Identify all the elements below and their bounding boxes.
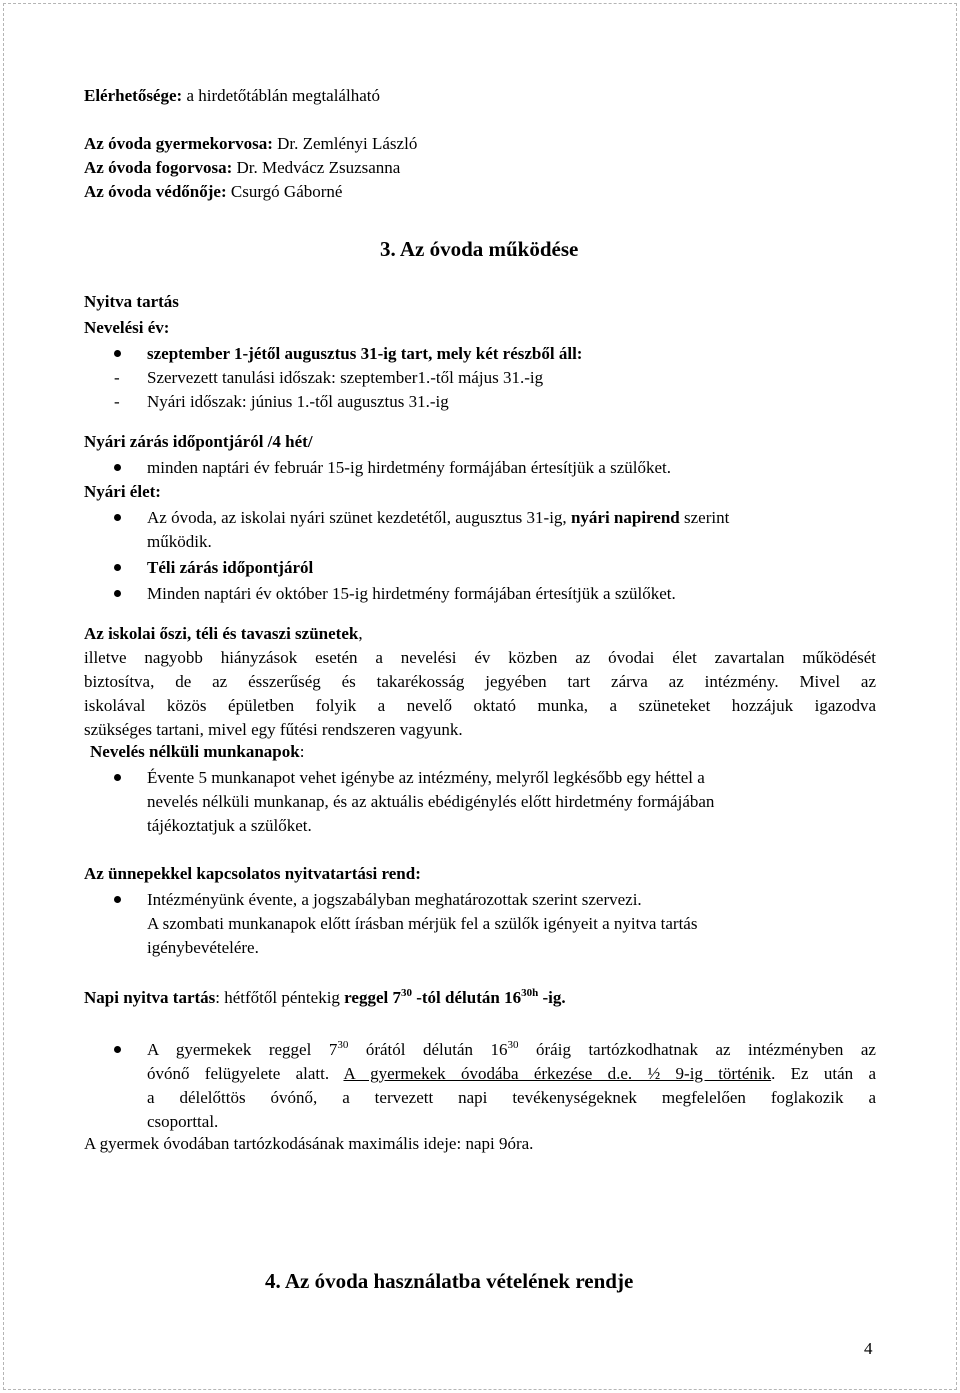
school-break-paragraph-line: iskolával közös épületben folyik a nevelő oktató munka, a szüneteket hozzájuk igazodva [84, 696, 876, 715]
non-teaching-label: Nevelés nélküli munkanapok [90, 742, 300, 761]
nurse-value: Csurgó Gáborné [226, 182, 343, 201]
daily-hours-from: -tól délután 16 [411, 988, 522, 1007]
non-teaching-heading [90, 742, 304, 762]
non-teaching-text: nevelés nélküli munkanap, és az aktuális ebédigénylés előtt hirdetmény formájában [147, 792, 715, 811]
children-hours-line [147, 1040, 876, 1060]
nurse-line [84, 182, 342, 202]
non-teaching-colon: : [299, 742, 305, 761]
organized-period-line: Szervezett tanulási időszak: szeptember1.-től május 31.-ig [147, 368, 544, 387]
summer-life-continuation: működik. [147, 532, 212, 551]
holiday-text: igénybevételére. [147, 938, 259, 957]
dash-icon: - [114, 368, 120, 387]
non-teaching-text: Évente 5 munkanapot vehet igénybe az intézmény, melyről legkésőbb egy héttel a [147, 768, 705, 787]
summer-life-text-end: szerint [679, 508, 730, 527]
educational-year-bullet: szeptember 1-jétől augusztus 31-ig tart, mely két részből áll: [147, 344, 583, 363]
summer-life-bullet [147, 508, 729, 528]
dash-icon: - [114, 392, 120, 411]
children-supervision-text-end: . Ez után a [771, 1064, 876, 1083]
children-activity-line-end: csoporttal. [147, 1112, 219, 1131]
holiday-text: A szombati munkanapok előtt írásban mérjük fel a szülők igényeit a nyitva tartás [147, 914, 698, 933]
bullet-icon [114, 774, 121, 781]
pediatrician-line [84, 134, 417, 154]
opening-hours-label: Nyitva tartás [84, 292, 179, 311]
dentist-line [84, 158, 400, 178]
school-break-label: Az iskolai őszi, téli és tavaszi szünetek [84, 624, 359, 643]
children-supervision-text: óvónő felügyelete alatt. [147, 1064, 344, 1083]
summer-life-label: Nyári élet: [84, 482, 161, 501]
summer-closure-bullet: minden naptári év február 15-ig hirdetmény formájában értesítjük a szülőket. [147, 458, 671, 477]
bullet-icon [114, 514, 121, 521]
children-hours-sup: 30 [337, 1039, 349, 1051]
school-break-heading [84, 624, 363, 644]
bullet-icon [114, 1046, 121, 1053]
children-hours-text: órától délután 16 [348, 1040, 508, 1059]
summer-life-text: Az óvoda, az iskolai nyári szünet kezdetétől, augusztus 31-ig, [147, 508, 571, 527]
dentist-label: Az óvoda fogorvosa: [84, 158, 233, 177]
section-4-title: 4. Az óvoda használatba vételének rendje [265, 1269, 634, 1293]
school-break-paragraph-line: szükséges tartani, mivel egy fűtési rendszeren vagyunk. [84, 720, 463, 739]
children-hours-sup: 30 [507, 1039, 519, 1051]
arrival-time-underlined: A gyermekek óvodába érkezése d.e. ½ 9-ig történik [343, 1064, 772, 1083]
bullet-icon [114, 464, 121, 471]
daily-hours-morning-sup: 30 [400, 987, 412, 999]
educational-year-label: Nevelési év: [84, 318, 170, 337]
summer-period-line: Nyári időszak: június 1.-től augusztus 31.-ig [147, 392, 449, 411]
school-break-paragraph-line: illetve nagyobb hiányzások esetén a nevelési év közben az óvodai élet zavartalan működését [84, 648, 876, 667]
bullet-icon [114, 350, 121, 357]
daily-hours-days: : hétfőtől péntekig [215, 988, 345, 1007]
pediatrician-value: Dr. Zemlényi László [272, 134, 418, 153]
non-teaching-text: tájékoztatjuk a szülőket. [147, 816, 312, 835]
page-number: 4 [864, 1339, 873, 1358]
nurse-label: Az óvoda védőnője: [84, 182, 227, 201]
daily-hours-end: -ig. [538, 988, 566, 1007]
dentist-value: Dr. Medvácz Zsuzsanna [232, 158, 401, 177]
winter-closure-label: Téli zárás időpontjáról [147, 558, 314, 577]
children-activity-line: a délelőttös óvónő, a tervezett napi tevékenységeknek megfelelően foglakozik a [147, 1088, 876, 1107]
bullet-icon [114, 896, 121, 903]
availability-label: Elérhetősége: [84, 86, 183, 105]
bullet-icon [114, 590, 121, 597]
summer-schedule-emphasis: nyári napirend [570, 508, 680, 527]
pediatrician-label: Az óvoda gyermekorvosa: [84, 134, 273, 153]
availability-line [84, 86, 380, 106]
daily-hours-afternoon-sup: 30h [521, 987, 539, 999]
school-break-paragraph-line: biztosítva, de az ésszerűség és takarékosság jegyében tart zárva az intézmény. Mivel az [84, 672, 876, 691]
winter-closure-bullet: Minden naptári év október 15-ig hirdetmény formájában értesítjük a szülőket. [147, 584, 676, 603]
section-3-title: 3. Az óvoda működése [380, 237, 579, 261]
holiday-label: Az ünnepekkel kapcsolatos nyitvatartási rend: [84, 864, 421, 883]
daily-hours-line [84, 988, 566, 1008]
summer-closure-label: Nyári zárás időpontjáról /4 hét/ [84, 432, 313, 451]
daily-hours-morning: reggel 7 [344, 988, 401, 1007]
children-hours-text: A gyermekek reggel 7 [147, 1040, 338, 1059]
max-time-line: A gyermek óvodában tartózkodásának maximális ideje: napi 9óra. [84, 1134, 534, 1153]
children-supervision-line [147, 1064, 876, 1084]
school-break-comma: , [358, 624, 363, 643]
holiday-text: Intézményünk évente, a jogszabályban meghatározottak szerint szervezi. [147, 890, 642, 909]
children-hours-text: óráig tartózkodhatnak az intézményben az [518, 1040, 876, 1059]
bullet-icon [114, 564, 121, 571]
availability-value: a hirdetőtáblán megtalálható [182, 86, 380, 105]
daily-hours-label: Napi nyitva tartás [84, 988, 216, 1007]
